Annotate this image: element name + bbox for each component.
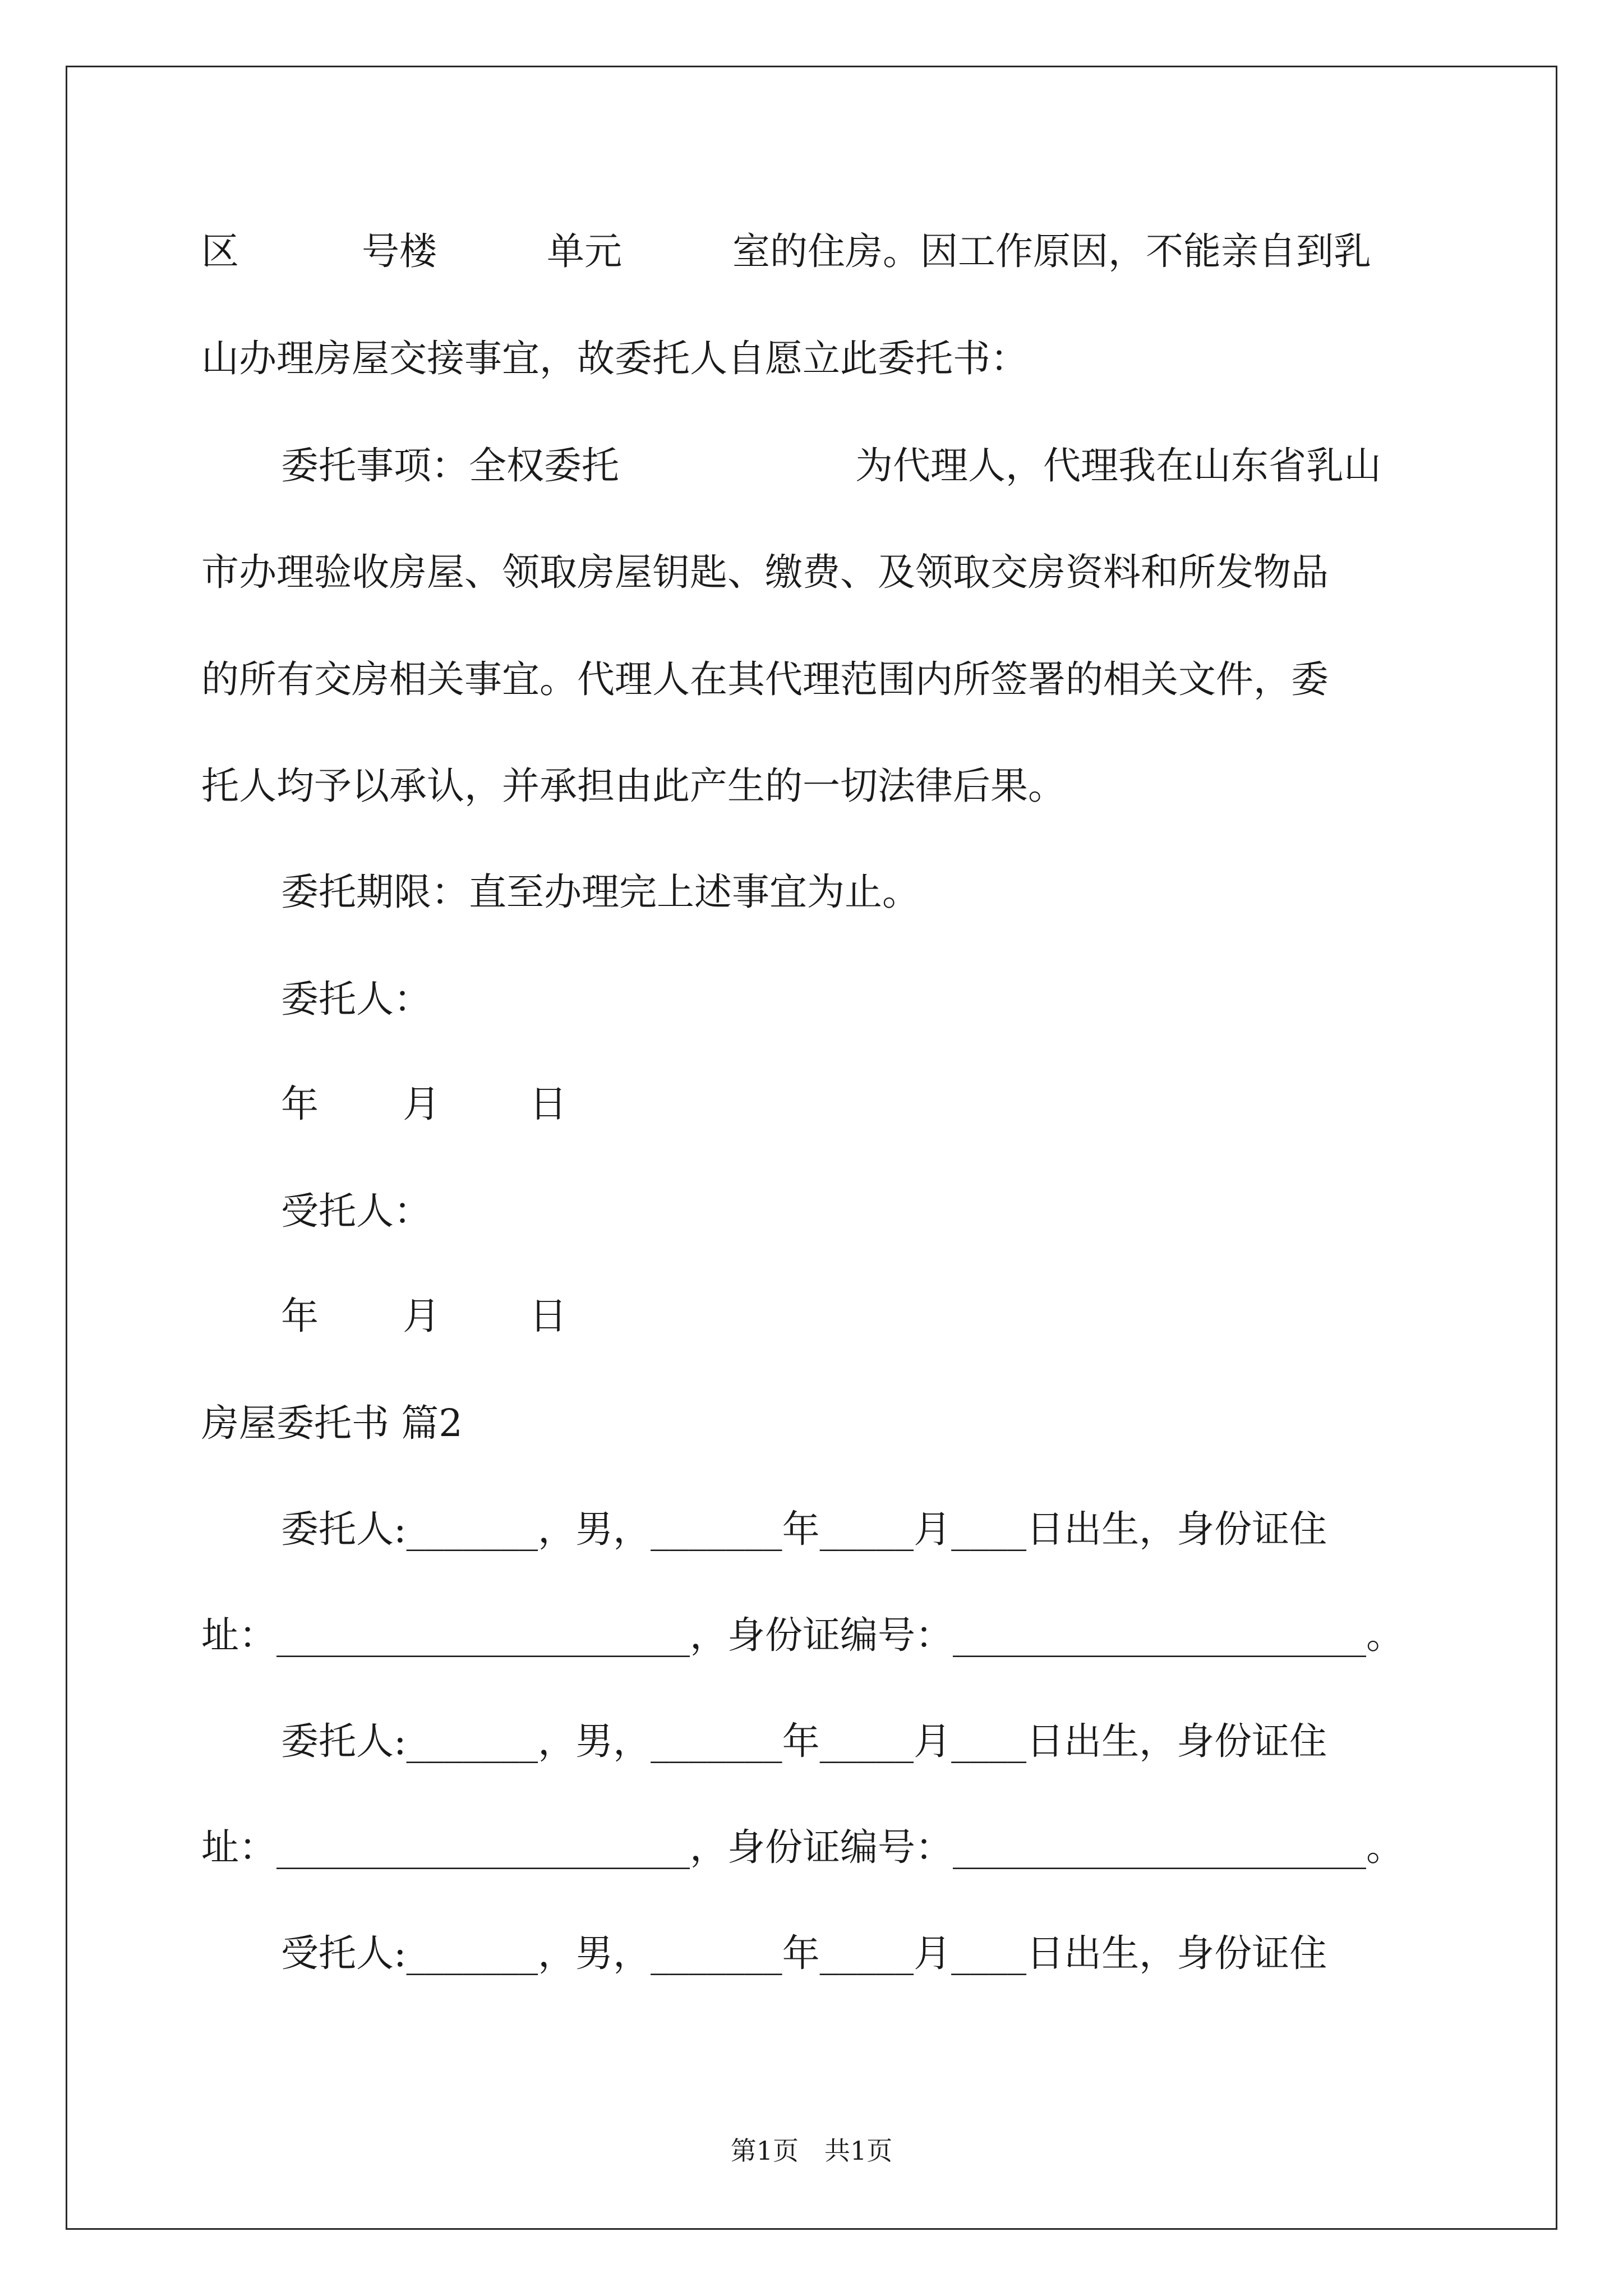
text-line-8 bbox=[0, 977, 1623, 1022]
text-segment: 委托人:_______，男，_______年_____月____日出生，身份证住 bbox=[281, 1507, 1327, 1551]
text-segment: 市办理验收房屋、领取房屋钥匙、缴费、及领取交房资料和所发物品 bbox=[201, 550, 1329, 594]
text-line-10 bbox=[0, 1189, 1623, 1234]
text-line-2 bbox=[0, 336, 1623, 381]
text-segment: 日 bbox=[529, 1082, 567, 1126]
text-segment: 委托人： bbox=[281, 977, 431, 1021]
text-segment: 房屋委托书 篇2 bbox=[201, 1401, 463, 1445]
text-segment: 月 bbox=[403, 1294, 440, 1338]
text-segment: 受托人： bbox=[281, 1189, 431, 1233]
text-segment: 区 bbox=[201, 229, 239, 273]
text-segment: 日 bbox=[529, 1294, 567, 1338]
page-footer: 第1页 共1页 bbox=[730, 2136, 893, 2166]
text-line-5 bbox=[0, 657, 1623, 702]
text-segment: 受托人:_______，男，_______年_____月____日出生，身份证住 bbox=[281, 1931, 1327, 1975]
text-line-3 bbox=[0, 443, 1623, 488]
text-line-15 bbox=[0, 1719, 1623, 1764]
text-line-11 bbox=[0, 1294, 1623, 1338]
text-line-17 bbox=[0, 1931, 1623, 1976]
text-line-6 bbox=[0, 763, 1623, 808]
text-segment: 委托事项：全权委托 bbox=[281, 444, 619, 487]
text-line-1 bbox=[0, 229, 1623, 274]
text-segment: 的所有交房相关事宜。代理人在其代理范围内所签署的相关文件，委 bbox=[201, 657, 1329, 701]
text-segment: 为代理人，代理我在山东省乳山 bbox=[855, 444, 1381, 487]
text-segment: 山办理房屋交接事宜，故委托人自愿立此委托书： bbox=[201, 337, 1028, 380]
text-segment: 址：______________________，身份证编号：______________________。 bbox=[201, 1613, 1404, 1657]
text-segment: 室的住房。因工作原因，不能亲自到乳 bbox=[732, 229, 1371, 273]
text-line-13 bbox=[0, 1507, 1623, 1552]
text-line-14 bbox=[0, 1613, 1623, 1658]
text-segment: 号楼 bbox=[362, 229, 437, 273]
text-segment: 月 bbox=[403, 1082, 440, 1126]
text-segment: 托人均予以承认，并承担由此产生的一切法律后果。 bbox=[201, 764, 1066, 808]
text-line-4 bbox=[0, 550, 1623, 595]
text-line-16 bbox=[0, 1825, 1623, 1870]
section-heading bbox=[0, 1401, 1623, 1446]
text-line-7 bbox=[0, 869, 1623, 914]
text-segment: 址：______________________，身份证编号：______________________。 bbox=[201, 1825, 1404, 1869]
text-segment: 委托人:_______，男，_______年_____月____日出生，身份证住 bbox=[281, 1719, 1327, 1763]
text-segment: 单元 bbox=[547, 229, 622, 273]
text-line-9 bbox=[0, 1082, 1623, 1126]
text-segment: 委托期限：直至办理完上述事宜为止。 bbox=[281, 870, 920, 914]
text-segment: 年 bbox=[281, 1294, 319, 1338]
page-border bbox=[66, 66, 1557, 2230]
text-segment: 年 bbox=[281, 1082, 319, 1126]
